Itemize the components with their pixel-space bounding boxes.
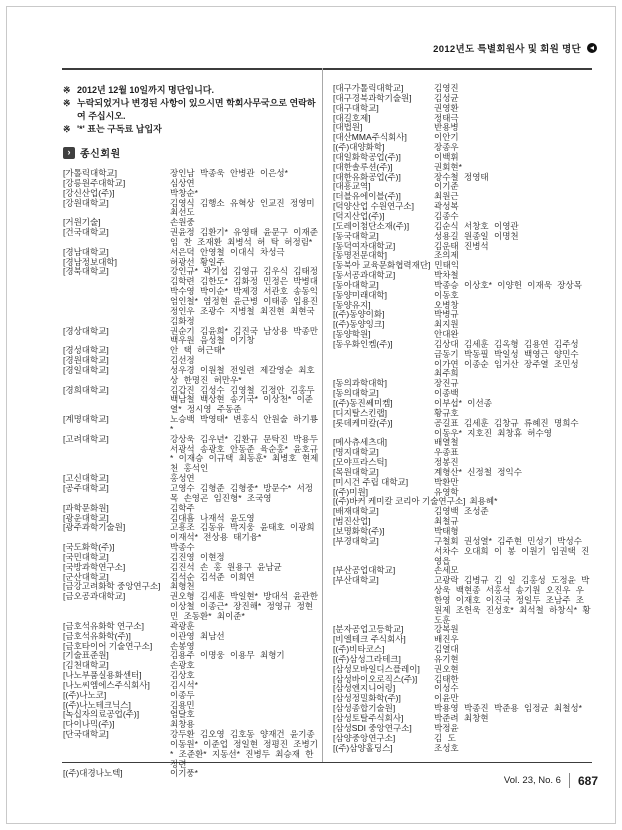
member-names: 계형산* 신정철 정익수 <box>434 466 522 477</box>
member-names: 고영수 김형준 김형중* 방문수* 서정목 손영곤 임진형* 조국영 <box>170 483 314 503</box>
org-name: [삼양중앙연구소] <box>333 732 396 743</box>
section-header <box>63 145 320 160</box>
member-names: 박정윤 <box>434 722 459 733</box>
org-name: [계명대학교] <box>63 414 109 425</box>
member-names: 손봉영 <box>170 640 195 651</box>
member-names: 배진우 <box>434 634 459 645</box>
member-names: 배열철 <box>434 437 459 448</box>
org-name: [도레이첨단소재(주)] <box>333 220 410 231</box>
member-names: 서은덕 안영철 이대식 차성극 <box>170 246 285 257</box>
org-name: [삼성토탈주식회사] <box>333 713 404 723</box>
member-names: 안대완 <box>434 329 459 340</box>
member-names: 손원중 <box>170 217 195 228</box>
member-names: 이동호 <box>434 289 459 300</box>
member-row <box>333 173 592 183</box>
member-names: 박준려 최창현 <box>434 713 489 723</box>
member-names: 이백휘 <box>434 151 459 162</box>
member-names: 박병규 <box>434 309 459 320</box>
member-names: 성용길 원종일 이명천 <box>434 230 519 241</box>
org-name: [건국대학교] <box>63 227 109 238</box>
member-row <box>63 327 320 347</box>
org-name: [강릉원주대학교] <box>63 177 126 188</box>
member-names: 김진영 이현정 <box>170 551 225 562</box>
org-name: [부경대학교] <box>333 535 379 546</box>
member-names: 우종표 <box>434 447 459 458</box>
org-name: [(주)비타코스] <box>333 644 385 655</box>
org-name: [미시건 주립 대학교] <box>333 476 409 487</box>
member-names: 최원근 <box>434 191 459 202</box>
member-names: 최지원 <box>434 319 459 330</box>
org-name: [대일화학공업(주)] <box>333 151 401 162</box>
member-names: 김선정 <box>170 355 195 366</box>
member-names: 김태한 <box>434 673 459 684</box>
member-names: 곽성복 <box>434 201 459 212</box>
member-names: 최창용 <box>170 719 195 730</box>
member-names: 유영학 <box>434 486 459 497</box>
org-name: [삼성SDI 중앙연구소] <box>333 722 412 733</box>
org-name: [경남정보대학] <box>63 256 117 267</box>
org-name: [(주)삼성그라테크] <box>333 653 401 664</box>
org-name: [녹십자의료공업(주)] <box>63 709 140 720</box>
org-name: [삼성종합기술원] <box>333 703 396 714</box>
org-name: [공주대학교] <box>63 483 109 493</box>
org-name: [다이나믹(주)] <box>63 719 115 730</box>
member-names: 김진석 손 홍 원용구 윤남균 <box>170 561 282 572</box>
member-row <box>63 592 320 622</box>
org-name: [대구가톨릭대학교] <box>333 83 404 93</box>
org-name: [강신산업(주)] <box>63 187 115 198</box>
org-name: [삼성정밀화학(주)] <box>333 693 401 704</box>
org-name: [대산MMA주식회사] <box>333 132 407 143</box>
org-name: [(주)동진쎄미켐] <box>333 398 393 408</box>
member-row <box>333 320 592 330</box>
org-name: [경원대학교] <box>63 355 109 366</box>
member-names: 심상연 <box>170 177 195 188</box>
member-names: 김영백 조성준 <box>434 506 489 517</box>
member-row <box>333 419 592 439</box>
org-name: [단국대학교] <box>63 729 109 740</box>
member-names: 강인규* 곽기섭 김영규 김우식 김태정 김학련 김한도* 김화정 민정은 박병대 박수영 박이순* 박제경 서관호 송동익 엄인철* 염정현 윤근병 이태종 임용진 정인우 조광수 지병철 최진현 최현국 김화정 <box>170 266 318 326</box>
org-name: [가톨릭대학교] <box>63 168 117 178</box>
org-name: [국민대학교] <box>63 551 109 562</box>
org-name: [경북대학교] <box>63 266 109 277</box>
member-names: 장수철 정영태 <box>434 171 489 182</box>
member-row <box>63 267 320 326</box>
member-names: 김갑진 김성수 김영철 김정안 김홍두 백남철 백상현 송기국* 이상천* 이준열* 정시영 주동준 <box>170 384 315 415</box>
member-names: 황규호 <box>434 407 459 418</box>
chevron-right-icon: › <box>63 147 75 159</box>
org-name: [모야프라스틱] <box>333 457 387 468</box>
org-name: [덕지산업(주)] <box>333 210 385 221</box>
member-names: 고흥조 김동유 박지웅 윤태호 이광희 이재석* 전상용 태기융* <box>170 522 315 543</box>
volume-info: Vol. 23, No. 6 <box>503 775 561 786</box>
member-names: 김상대 김세훈 김옥형 김용연 김주성 금동기 박동필 박일성 백영근 양민수 이가연 이종순 임거산 장주열 조민성 최주희 <box>434 338 579 379</box>
org-name: [범진산업] <box>333 516 371 527</box>
member-names: 최철규 <box>434 516 459 527</box>
member-names: 홍성연 <box>170 473 195 484</box>
org-name: [(주)미원] <box>333 486 369 497</box>
org-name: [동양유지] <box>333 299 371 310</box>
logo-arrow-icon <box>590 46 594 50</box>
org-name: [삼성바이오로직스(주)] <box>333 673 418 684</box>
member-names: 장진규 <box>434 378 459 389</box>
org-name: [금호석유화학 연구소] <box>63 620 144 631</box>
org-name: [보명화학(주)] <box>333 525 385 536</box>
org-name: [금강고려화학 중앙연구소] <box>63 581 161 592</box>
member-names: 장종우 <box>434 142 459 153</box>
org-name: [동양학원] <box>333 329 371 340</box>
member-row <box>333 478 592 488</box>
org-name: [금호타이어 기술연구소] <box>63 640 153 651</box>
org-name: [동양미래대학] <box>333 289 387 300</box>
org-name: [경상대학교] <box>63 325 109 336</box>
member-names: 권오현 <box>434 663 459 674</box>
header-title: 2012년도 특별회원사 및 회원 명단 <box>433 44 581 55</box>
org-name: [(주)대양화학] <box>333 142 385 153</box>
org-name: [대법원] <box>333 122 363 133</box>
member-names: 유기현 <box>434 653 459 664</box>
org-name: [나노씨엠에스주식회사] <box>63 679 150 690</box>
org-name: [경성대학교] <box>63 345 109 356</box>
member-names: 최용혜* <box>469 496 498 507</box>
member-names: 김상호 <box>170 670 195 681</box>
member-names: 안 택 허근태* <box>170 345 226 356</box>
org-name: [디지탈스킨랩] <box>333 407 387 418</box>
note-text: 2012년 12월 10일까지 명단입니다. <box>77 85 214 95</box>
member-names: 이종백 <box>434 388 459 399</box>
org-name: [경남대학교] <box>63 246 109 257</box>
note-text: '*' 표는 구독료 납입자 <box>77 124 162 134</box>
member-names: 성우경 이원철 전일련 제갈영순 최호상 한명진 허만우* <box>170 364 315 385</box>
member-names: 장인남 박종욱 안병관 이은성* <box>170 168 288 178</box>
org-name: [경희대학교] <box>63 384 109 395</box>
org-name: [목원대학교] <box>333 466 379 477</box>
org-name: [대흥교역] <box>333 181 371 192</box>
org-name: [동우화인켐(주)] <box>333 338 393 349</box>
member-row <box>63 730 320 769</box>
member-row <box>333 114 592 124</box>
member-names: 손광호 <box>170 660 195 671</box>
note-text: 누락되었거나 변경된 사항이 있으시면 학회사무국으로 연락하여 주십시오. <box>77 98 316 121</box>
member-names: 권순기 김윤희* 김진국 남상용 박종만 백우원 음성철 이기창 <box>170 325 318 346</box>
org-name: [거원기술] <box>63 217 101 228</box>
member-names: 권윤정 김환기* 유영태 윤문구 이재준 임 찬 조재환 최병석 허 탁 허정림* <box>170 227 318 247</box>
member-names: 오병창 <box>434 299 459 310</box>
org-name: [동덕여자대학교] <box>333 240 396 251</box>
org-name: [더블유에이블(주)] <box>333 191 401 202</box>
member-list-left <box>63 169 320 779</box>
member-names: 김영식 김행소 유혁상 인교진 정영미 최선도 <box>170 197 315 218</box>
org-name: [광운대학교] <box>63 512 109 523</box>
org-name: [덕양산업 수원연구소] <box>333 201 414 212</box>
org-name: [(주)바커 케미칼 코리아 기술연구소] <box>333 496 466 507</box>
member-names: 권영환 <box>434 102 459 113</box>
org-name: [메사츄세츠대] <box>333 437 387 448</box>
top-rule <box>62 68 592 70</box>
note-item <box>63 84 320 97</box>
member-names: 조의제 <box>434 250 459 261</box>
org-name: [군산대학교] <box>63 571 109 582</box>
page-number: 687 <box>577 773 598 788</box>
org-name: [명지대학교] <box>333 447 379 458</box>
org-name: [김천대학교] <box>63 660 109 671</box>
column-divider <box>322 68 323 762</box>
member-names: 박차철 <box>434 270 459 281</box>
org-name: [동아대학교] <box>333 279 379 290</box>
member-names: 김종수 <box>434 210 459 221</box>
member-names: 조성호 <box>434 742 459 753</box>
member-names: 김성균 <box>434 92 459 103</box>
member-names: 김용민 <box>170 699 195 710</box>
org-name: [(주)나노코] <box>63 689 107 700</box>
member-names: 김영진 <box>434 83 459 93</box>
org-name: [금오공과대학교] <box>63 591 126 602</box>
member-names: 허광선 황일주 <box>170 256 225 267</box>
org-name: [국방과학연구소] <box>63 561 126 572</box>
member-row <box>63 199 320 219</box>
org-name: [고신대학교] <box>63 473 109 484</box>
org-name: [삼성모바일디스플레이] <box>333 663 420 674</box>
org-name: [동의과학대학] <box>333 378 387 389</box>
member-names: 김용주 이명웅 이용무 최형기 <box>170 650 285 661</box>
org-name: [동서공과대학교] <box>333 270 396 281</box>
member-names: 이기준 <box>434 181 459 192</box>
left-column <box>63 84 320 779</box>
member-names: 박용영 박종진 박준용 임정균 최철성* <box>434 703 582 714</box>
org-name: [동명전문대학] <box>333 250 387 261</box>
member-names: 노승백 박영태* 변홍식 안원술 하기룡* <box>170 414 318 434</box>
member-names: 곽광훈 <box>170 620 195 631</box>
org-name: [기술표준원] <box>63 650 109 661</box>
member-names: 이기풍* <box>170 768 198 779</box>
org-name: [배재대학교] <box>333 506 379 517</box>
member-names: 강상욱 김우년* 김환규 문탁진 박용두 서광석 송광호 안동준 육순홍* 윤호규* 이재승 이규택 최동훈* 최병호 현제천 홍석인 <box>170 433 319 474</box>
org-name: [국도화학(주)] <box>63 542 115 553</box>
member-row <box>63 386 320 416</box>
note-item <box>63 123 320 136</box>
member-row <box>63 769 320 779</box>
org-name: [강원대학교] <box>63 197 109 208</box>
member-names: 김대흠 나재석 윤도영 <box>170 512 255 523</box>
page-footer <box>504 773 598 788</box>
member-row <box>333 291 592 301</box>
member-names: 박창순* <box>170 187 198 198</box>
member-names: 김시석* <box>170 679 198 690</box>
org-name: [(주)동양이화] <box>333 309 385 320</box>
member-row <box>333 104 592 114</box>
member-row <box>63 366 320 386</box>
member-names: 공길표 김세훈 김창규 류혜진 명희수 이동우* 지호진 최창휴 허수영 <box>434 417 579 438</box>
journal-logo-icon <box>587 43 597 53</box>
org-name: [경일대학교] <box>63 364 109 375</box>
member-names: 반용병 <box>434 122 459 133</box>
member-names: 최형천 <box>170 581 195 592</box>
member-names: 구철회 권성열* 김주현 민성기 박성수 서차수 오대희 이 봉 이원기 임권택 진영읍 <box>434 535 590 566</box>
member-names: 정봉진 <box>434 457 459 468</box>
member-row <box>333 340 592 379</box>
member-names: 김열대 <box>434 644 459 655</box>
org-name: [대구경북과학기술원] <box>333 92 412 103</box>
org-name: [나노부품실용화센터] <box>63 670 142 681</box>
member-names: 민태익 <box>434 260 460 271</box>
note-marker: ※ <box>63 85 71 95</box>
org-name: [삼성엔지니어링] <box>333 683 396 694</box>
org-name: [과학문화원] <box>63 502 109 513</box>
member-names: 박종승 이상호* 이양헌 이재욱 장상목 <box>434 279 582 290</box>
member-row <box>63 523 320 543</box>
org-name: [금호석유화학(주)] <box>63 630 131 641</box>
org-name: [고려대학교] <box>63 433 109 444</box>
note-marker: ※ <box>63 98 71 108</box>
member-names: 이부섭* 이선종 <box>434 398 492 408</box>
member-row <box>333 507 592 517</box>
member-names: 손세모 <box>434 565 459 576</box>
org-name: [비엘테크 주식회사] <box>333 634 406 645</box>
member-names: 김학주 <box>170 502 195 513</box>
member-row <box>333 576 592 625</box>
org-name: [분자공업고등학교] <box>333 624 404 635</box>
org-name: [(주)동양잉크] <box>333 319 385 330</box>
member-row <box>333 744 592 754</box>
member-row <box>63 435 320 474</box>
org-name: [부산공업대학교] <box>333 565 396 576</box>
member-names: 강두환 김오영 김호동 양재건 윤기종 이동원* 이준업 정일현 정평진 조병기* 조준환* 지동선* 진병두 최승재 한정련 <box>170 729 318 769</box>
right-column <box>333 84 592 753</box>
member-names: 권오형 김세훈 박일현* 방대석 윤관한 이상철 이종근* 장진해* 정영규 정현민 조동환* 최이준* <box>170 591 318 621</box>
org-name: [동의대학교] <box>333 388 379 399</box>
org-name: [대한솔루션(주)] <box>333 161 393 172</box>
note-item <box>63 97 320 123</box>
org-name: [광주과학기술원] <box>63 522 126 533</box>
member-names: 김순식 서창호 이영관 <box>434 220 519 231</box>
org-name: [동국대학교] <box>333 230 379 241</box>
member-names: 김운태 진병석 <box>434 240 489 251</box>
member-row <box>63 228 320 248</box>
member-names: 김석순 김석준 이희연 <box>170 571 255 582</box>
member-names: 강복원 <box>434 624 459 635</box>
member-names: 이성수 <box>434 683 459 694</box>
org-name: [(주)대경나노텍] <box>63 768 123 779</box>
member-names: 박종수 <box>170 542 195 553</box>
footer-separator <box>569 773 570 788</box>
org-name: [동북아 교육문화협력재단] <box>333 260 431 271</box>
member-list-right <box>333 84 592 753</box>
member-names: 정태극 <box>434 112 459 123</box>
journal-header <box>433 41 597 55</box>
org-name: [대길호제] <box>333 112 371 123</box>
member-names: 이안기 <box>434 132 459 143</box>
org-name: [(주)삼양홀딩스] <box>333 742 393 753</box>
member-names: 이관영 최남선 <box>170 630 225 641</box>
notes-section <box>63 84 320 136</box>
member-names: 김 도 <box>434 732 456 743</box>
member-row <box>63 415 320 435</box>
member-names: 고광락 김병규 김 일 김홍성 도정윤 박상욱 백현종 서홍석 송기원 오진우 우한영 이재호 이진국 정일두 조남주 조원제 조헌욱 진성호* 최석철 하창식* 황도훈 <box>434 575 591 625</box>
member-names: 이윤만 <box>434 693 459 704</box>
section-title: 종신회원 <box>80 149 121 160</box>
member-row <box>333 537 592 567</box>
member-names: 엄달호 <box>170 709 195 720</box>
org-name: [대구대학교] <box>333 102 379 113</box>
org-name: [대한유화공업(주)] <box>333 171 401 182</box>
org-name: [부산대학교] <box>333 575 379 586</box>
member-row <box>63 484 320 504</box>
member-names: 박태형 <box>434 525 459 536</box>
member-names: 이종두 <box>170 689 195 700</box>
org-name: [(주)나노테크닉스] <box>63 699 131 710</box>
org-name: [롯데케미칼(주)] <box>333 417 393 428</box>
note-marker: ※ <box>63 124 71 134</box>
member-names: 권회현* <box>434 161 462 172</box>
member-names: 박환만 <box>434 476 459 487</box>
